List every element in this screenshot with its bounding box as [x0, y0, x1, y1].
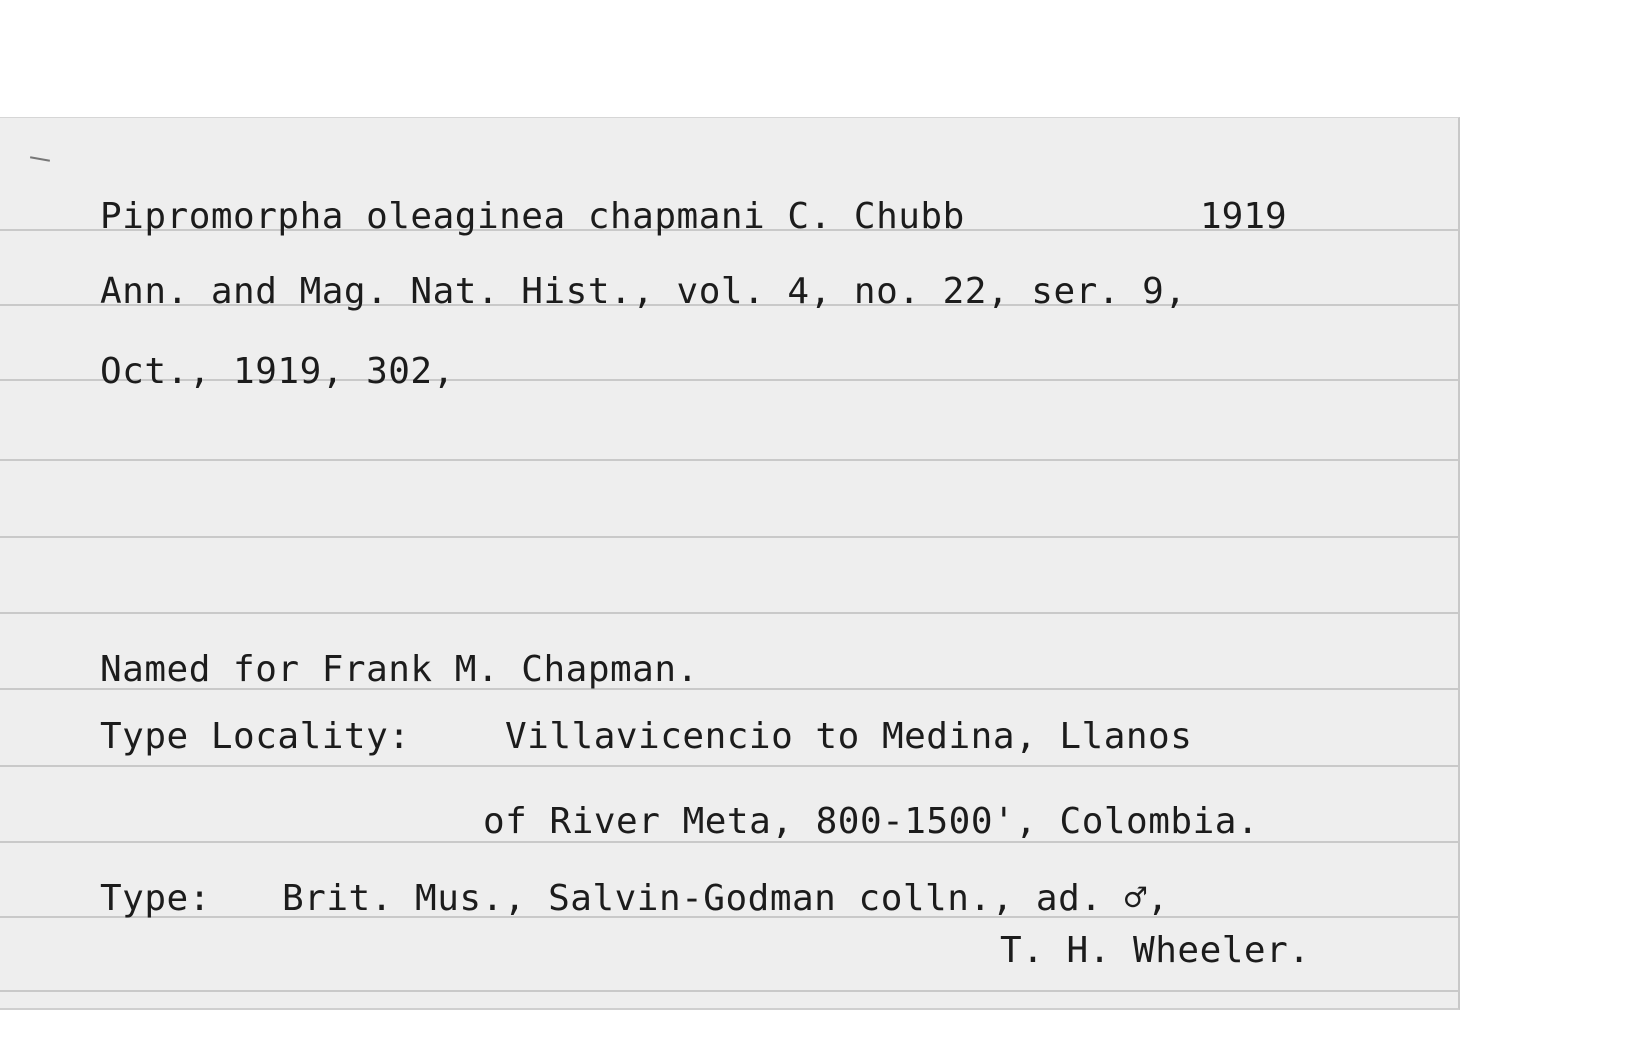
- species-name: Pipromorpha oleaginea chapmani C. Chubb: [100, 196, 965, 237]
- type-specimen: Brit. Mus., Salvin-Godman colln., ad. ♂,: [282, 878, 1169, 919]
- pencil-mark: [30, 156, 50, 161]
- citation-line-2: Oct., 1919, 302,: [100, 351, 455, 392]
- card-rule: [0, 765, 1460, 767]
- collector: T. H. Wheeler.: [1000, 930, 1311, 971]
- type-locality-line-2: of River Meta, 800-1500', Colombia.: [483, 801, 1260, 842]
- card-rule: [0, 536, 1460, 538]
- type-locality-label: Type Locality:: [100, 716, 411, 757]
- publication-year: 1919: [1200, 196, 1287, 237]
- type-locality-line-1: Villavicencio to Medina, Llanos: [505, 716, 1193, 757]
- card-rule: [0, 459, 1460, 461]
- index-card: [0, 117, 1460, 1010]
- card-rule: [0, 990, 1460, 992]
- citation-line-1: Ann. and Mag. Nat. Hist., vol. 4, no. 22, ser. 9,: [100, 271, 1187, 312]
- card-rule: [0, 612, 1460, 614]
- type-label: Type:: [100, 878, 211, 919]
- named-for: Named for Frank M. Chapman.: [100, 649, 699, 690]
